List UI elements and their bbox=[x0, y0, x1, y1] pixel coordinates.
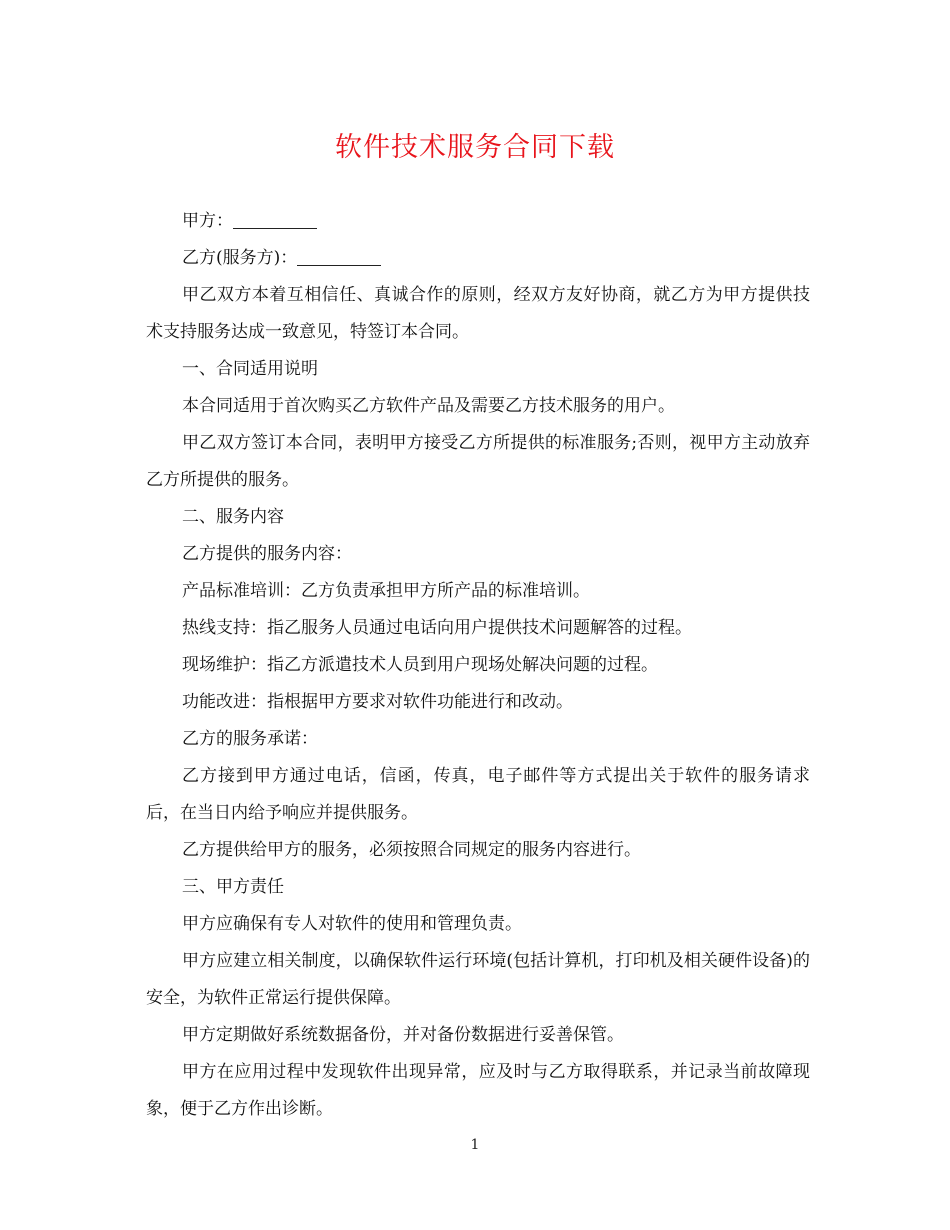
paragraph-acceptance: 甲乙双方签订本合同，表明甲方接受乙方所提供的标准服务;否则，视甲方主动放弃乙方所提供的服务。 bbox=[146, 433, 810, 490]
paragraph-improvement: 功能改进：指根据甲方要求对软件功能进行和改动。 bbox=[182, 692, 573, 712]
paragraph-training: 产品标准培训：乙方负责承担甲方所产品的标准培训。 bbox=[182, 581, 590, 601]
section-heading-2: 二、服务内容 bbox=[182, 507, 284, 527]
party-b-line bbox=[146, 240, 810, 277]
paragraph-hotline: 热线支持：指乙服务人员通过电话向用户提供技术问题解答的过程。 bbox=[182, 618, 692, 638]
paragraph-onsite: 现场维护：指乙方派遣技术人员到用户现场处解决问题的过程。 bbox=[182, 655, 658, 675]
paragraph-commitment-title: 乙方的服务承诺： bbox=[182, 729, 318, 749]
party-a-blank bbox=[233, 210, 317, 229]
contract-body bbox=[146, 203, 810, 1128]
paragraph-response: 乙方接到甲方通过电话，信函，传真，电子邮件等方式提出关于软件的服务请求后，在当日内给予响应并提供服务。 bbox=[146, 766, 810, 823]
document-title: 软件技术服务合同下载 bbox=[335, 132, 615, 163]
paragraph-responsibility-4: 甲方在应用过程中发现软件出现异常，应及时与乙方取得联系，并记录当前故障现象，便于乙方作出诊断。 bbox=[146, 1062, 810, 1119]
party-b-label: 乙方(服务方)： bbox=[182, 248, 298, 268]
paragraph-service-content: 乙方提供的服务内容： bbox=[182, 544, 352, 564]
section-heading-1: 一、合同适用说明 bbox=[182, 359, 318, 379]
party-b-blank bbox=[297, 247, 381, 266]
party-a-label: 甲方： bbox=[182, 211, 233, 231]
section-heading-3: 三、甲方责任 bbox=[182, 877, 284, 897]
paragraph-scope: 本合同适用于首次购买乙方软件产品及需要乙方技术服务的用户。 bbox=[182, 396, 675, 416]
party-a-line bbox=[146, 203, 810, 240]
page-number: 1 bbox=[470, 1137, 480, 1153]
paragraph-service-rule: 乙方提供给甲方的服务，必须按照合同规定的服务内容进行。 bbox=[182, 840, 641, 860]
paragraph-responsibility-2: 甲方应建立相关制度，以确保软件运行环境(包括计算机，打印机及相关硬件设备)的安全，为软件正常运行提供保障。 bbox=[146, 951, 810, 1008]
intro-paragraph: 甲乙双方本着互相信任、真诚合作的原则，经双方友好协商，就乙方为甲方提供技术支持服务达成一致意见，特签订本合同。 bbox=[146, 285, 810, 342]
paragraph-responsibility-3: 甲方定期做好系统数据备份，并对备份数据进行妥善保管。 bbox=[182, 1025, 624, 1045]
paragraph-responsibility-1: 甲方应确保有专人对软件的使用和管理负责。 bbox=[182, 914, 522, 934]
